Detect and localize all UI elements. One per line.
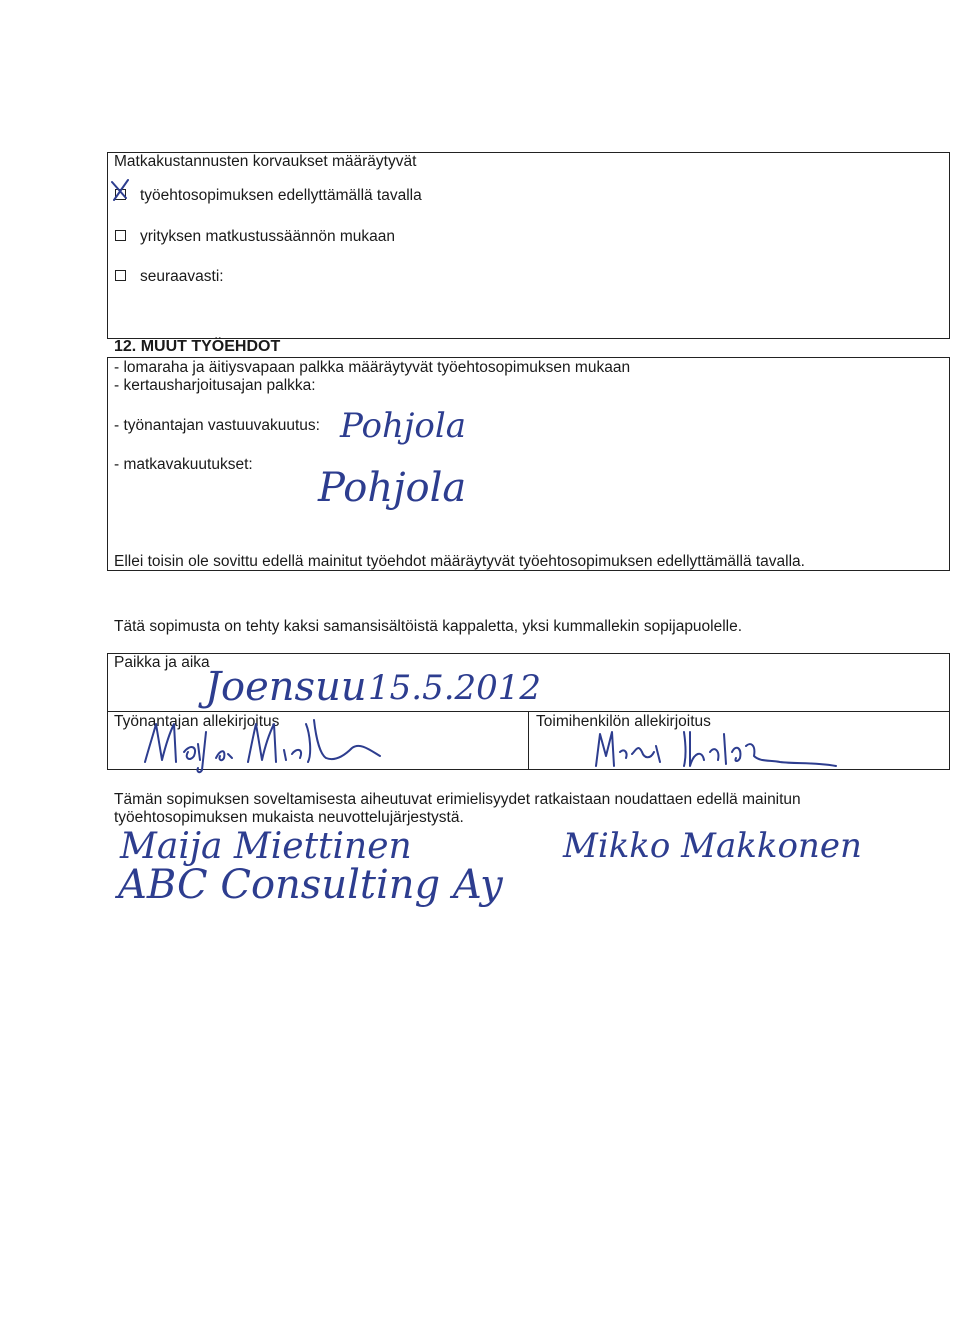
handwritten-employee-name: Mikko Makkonen <box>563 826 862 866</box>
term-travel-insurance: - matkavakuutukset: <box>114 456 253 473</box>
employer-signature-label: Työnantajan allekirjoitus <box>114 713 280 730</box>
option-as-follows: seuraavasti: <box>140 268 224 285</box>
checkbox-company-travel-rule[interactable] <box>115 230 126 241</box>
checkbox-as-follows[interactable] <box>115 270 126 281</box>
section-12-heading: 12. MUUT TYÖEHDOT <box>114 338 281 355</box>
checkmark-icon <box>108 178 138 206</box>
term-reserve-training-pay: - kertausharjoitusajan palkka: <box>114 377 316 394</box>
handwritten-travel-insurer: Pohjola <box>318 465 467 511</box>
travel-heading: Matkakustannusten korvaukset määräytyvät <box>114 153 417 170</box>
terms-footer: Ellei toisin ole sovittu edellä mainitut työehdot määräytyvät työehtosopimuksen edellyttämällä tavalla. <box>114 553 805 570</box>
copies-statement: Tätä sopimusta on tehty kaksi samansisältöistä kappaletta, yksi kummallekin sopijapuolelle. <box>114 618 743 635</box>
employee-signature-label: Toimihenkilön allekirjoitus <box>536 713 711 730</box>
disputes-line-2: työehtosopimuksen mukaista neuvottelujärjestystä. <box>114 809 464 826</box>
option-collective-agreement: työehtosopimuksen edellyttämällä tavalla <box>140 187 422 204</box>
handwritten-employer-company: ABC Consulting Ay <box>118 862 503 908</box>
handwritten-employer-name: Maija Miettinen <box>120 826 412 867</box>
term-holiday-pay: - lomaraha ja äitiysvapaan palkka määräytyvät työehtosopimuksen mukaan <box>114 359 631 376</box>
handwritten-place: Joensuu <box>205 664 367 710</box>
option-company-travel-rule: yrityksen matkustussäännön mukaan <box>140 228 396 245</box>
handwritten-date: 15.5.2012 <box>368 668 542 708</box>
employer-signature <box>140 714 400 774</box>
employee-signature <box>590 722 850 772</box>
signature-column-divider <box>528 711 529 770</box>
handwritten-liability-insurer: Pohjola <box>340 406 467 446</box>
disputes-line-1: Tämän sopimuksen soveltamisesta aiheutuvat erimielisyydet ratkaistaan noudattaen edellä mainitun <box>114 791 801 808</box>
place-date-label: Paikka ja aika <box>114 654 210 671</box>
term-liability-insurance: - työnantajan vastuuvakuutus: <box>114 417 320 434</box>
